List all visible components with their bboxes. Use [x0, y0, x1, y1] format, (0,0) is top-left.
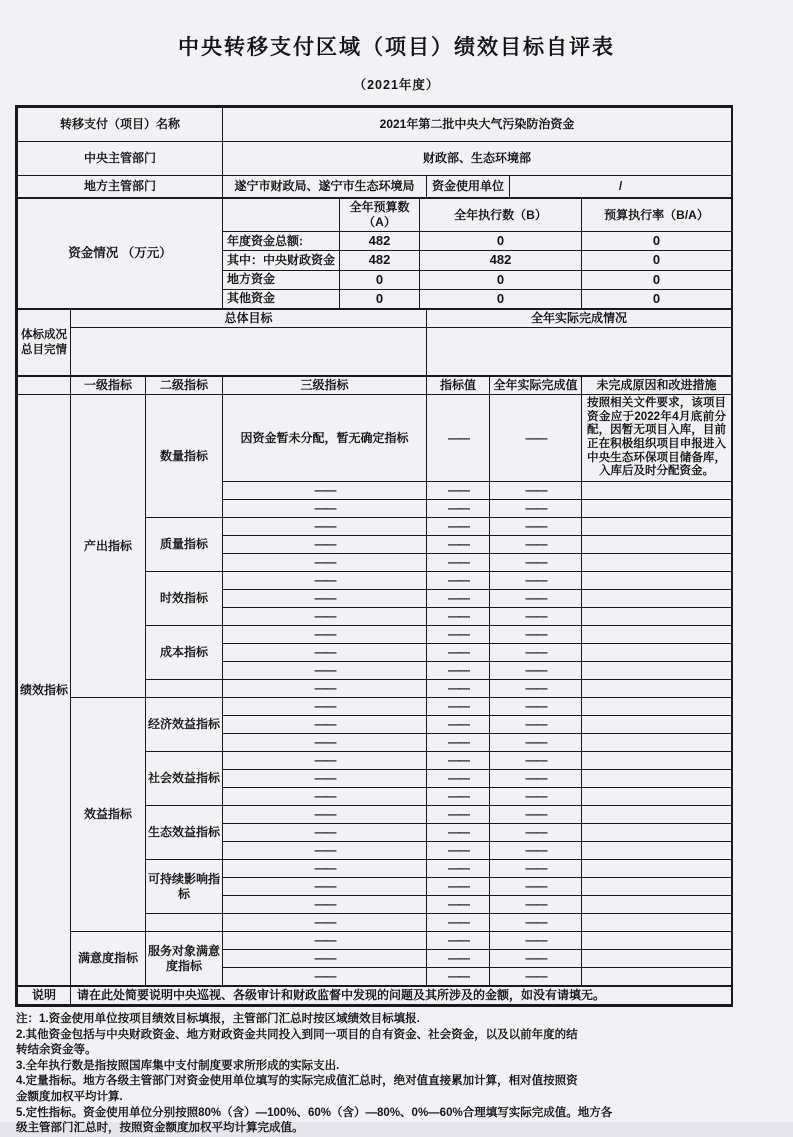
- actual-dash-placeholder: ——: [490, 626, 582, 644]
- level3-dash-placeholder: ——: [223, 644, 427, 662]
- actual-dash-placeholder: ——: [490, 950, 582, 968]
- level2-indicator-label: 质量指标: [146, 518, 223, 572]
- value-dash-placeholder: ——: [427, 968, 490, 986]
- level3-dash-placeholder: ——: [223, 680, 427, 698]
- indicator-row: [18, 395, 732, 482]
- value-dash-placeholder: ——: [427, 914, 490, 932]
- value-dash-placeholder: ——: [427, 950, 490, 968]
- page-title: 中央转移支付区域（项目）绩效目标自评表: [178, 36, 615, 59]
- level2-indicator-label: 生态效益指标: [146, 806, 223, 860]
- level3-indicator-text: 因资金暂未分配，暂无确定指标: [223, 395, 427, 482]
- overall-completion-value: [427, 328, 732, 376]
- value-dash-placeholder: ——: [427, 590, 490, 608]
- level3-dash-placeholder: ——: [223, 698, 427, 716]
- info-row-local-dept: [18, 176, 732, 198]
- level3-dash-placeholder: ——: [223, 500, 427, 518]
- level3-dash-placeholder: ——: [223, 842, 427, 860]
- level3-dash-placeholder: ——: [223, 914, 427, 932]
- reason-empty-cell: [582, 968, 732, 986]
- actual-dash-placeholder: ——: [490, 662, 582, 680]
- level3-dash-placeholder: ——: [223, 806, 427, 824]
- level3-dash-placeholder: ——: [223, 608, 427, 626]
- actual-dash-placeholder: ——: [490, 932, 582, 950]
- funding-header-row: [18, 199, 732, 232]
- level2-indicator-label: 时效指标: [146, 572, 223, 626]
- actual-dash-placeholder: ——: [490, 608, 582, 626]
- funding-row-label: 年度资金总额:: [223, 232, 340, 251]
- level3-dash-placeholder: ——: [223, 662, 427, 680]
- reason-empty-cell: [582, 482, 732, 500]
- value-dash-placeholder: ——: [427, 824, 490, 842]
- value-dash-placeholder: ——: [427, 536, 490, 554]
- actual-dash-placeholder: ——: [490, 500, 582, 518]
- funding-rate-value: 0: [582, 232, 732, 251]
- overall-value-row: [18, 328, 732, 376]
- reason-empty-cell: [582, 752, 732, 770]
- footnote-line: 5.定性指标。资金使用单位分别按照80%（含）—100%、60%（含）—80%、0%—60%合理填写实际完成值。地方各: [16, 1106, 613, 1119]
- value-dash-placeholder: ——: [427, 752, 490, 770]
- indicator-row: [18, 932, 732, 950]
- actual-dash-placeholder: ——: [490, 680, 582, 698]
- funding-budget-value: 0: [340, 289, 420, 308]
- actual-dash-placeholder: ——: [490, 806, 582, 824]
- funding-row-label: 其他资金: [223, 289, 340, 308]
- value-dash-placeholder: ——: [427, 770, 490, 788]
- value-dash-placeholder: ——: [427, 626, 490, 644]
- level2-indicator-empty: [146, 914, 223, 932]
- reason-empty-cell: [582, 698, 732, 716]
- indicator-value: ——: [427, 395, 490, 482]
- funding-budget-value: 482: [340, 232, 420, 251]
- actual-dash-placeholder: ——: [490, 788, 582, 806]
- reason-empty-cell: [582, 500, 732, 518]
- funding-budget-value: 482: [340, 251, 420, 270]
- level1-indicator-label: 产出指标: [71, 395, 146, 698]
- value-dash-placeholder: ——: [427, 932, 490, 950]
- level2-indicator-label: 服务对象满意度指标: [146, 932, 223, 986]
- reason-empty-cell: [582, 572, 732, 590]
- value-dash-placeholder: ——: [427, 500, 490, 518]
- actual-dash-placeholder: ——: [490, 734, 582, 752]
- actual-dash-placeholder: ——: [490, 482, 582, 500]
- value-dash-placeholder: ——: [427, 608, 490, 626]
- reason-empty-cell: [582, 644, 732, 662]
- page-subtitle: （2021年度）: [353, 78, 440, 92]
- level3-dash-placeholder: ——: [223, 896, 427, 914]
- footnote-line: 转结余资金等。: [16, 1044, 97, 1057]
- reason-empty-cell: [582, 734, 732, 752]
- fund-user-label: 资金使用单位: [427, 176, 510, 198]
- overall-side-line2: 总目完情: [21, 343, 67, 356]
- level3-dash-placeholder: ——: [223, 590, 427, 608]
- info-row-project-name: [18, 108, 732, 142]
- overall-goal-value: [71, 328, 427, 376]
- funding-rate-value: 0: [582, 251, 732, 270]
- indicator-row: [18, 698, 732, 716]
- reason-empty-cell: [582, 554, 732, 572]
- level2-indicator-label: 成本指标: [146, 626, 223, 680]
- level1-indicator-label: 满意度指标: [71, 932, 146, 986]
- funding-section-label: 资金情况 （万元）: [18, 199, 223, 309]
- indicators-corner-empty: [18, 377, 71, 395]
- reason-empty-cell: [582, 842, 732, 860]
- remark-label: 说明: [18, 987, 71, 1005]
- value-dash-placeholder: ——: [427, 554, 490, 572]
- central-dept-label: 中央主管部门: [18, 142, 223, 176]
- funding-sublabel-header-empty: [223, 199, 340, 232]
- level3-dash-placeholder: ——: [223, 824, 427, 842]
- reason-empty-cell: [582, 536, 732, 554]
- value-dash-placeholder: ——: [427, 482, 490, 500]
- actual-dash-placeholder: ——: [490, 878, 582, 896]
- funding-rate-value: 0: [582, 270, 732, 289]
- actual-dash-placeholder: ——: [490, 860, 582, 878]
- reason-empty-cell: [582, 788, 732, 806]
- funding-row-label: 地方资金: [223, 270, 340, 289]
- header-reason: 未完成原因和改进措施: [582, 377, 732, 395]
- funding-header-budget: 全年预算数（A）: [340, 199, 420, 232]
- overall-side-label: [18, 310, 71, 376]
- footnote-line: 3.全年执行数是指按照国库集中支付制度要求所形成的实际支出.: [16, 1059, 340, 1072]
- overall-header-row: [18, 310, 732, 328]
- value-dash-placeholder: ——: [427, 878, 490, 896]
- level3-dash-placeholder: ——: [223, 932, 427, 950]
- indicator-actual-value: ——: [490, 395, 582, 482]
- remark-row: [18, 987, 732, 1005]
- actual-dash-placeholder: ——: [490, 518, 582, 536]
- indicators-table: [17, 376, 732, 986]
- info-row-central-dept: [18, 142, 732, 176]
- level3-dash-placeholder: ——: [223, 536, 427, 554]
- form-table: [15, 105, 733, 1007]
- actual-dash-placeholder: ——: [490, 842, 582, 860]
- remark-table: [17, 986, 732, 1005]
- value-dash-placeholder: ——: [427, 662, 490, 680]
- level2-indicator-label: 可持续影响指标: [146, 860, 223, 914]
- level3-dash-placeholder: ——: [223, 968, 427, 986]
- actual-dash-placeholder: ——: [490, 554, 582, 572]
- funding-rate-value: 0: [582, 289, 732, 308]
- reason-empty-cell: [582, 662, 732, 680]
- project-name-label: 转移支付（项目）名称: [18, 108, 223, 142]
- level2-indicator-label: 数量指标: [146, 395, 223, 518]
- header-level3: 三级指标: [223, 377, 427, 395]
- footnotes: [16, 1012, 746, 1137]
- footnote-line: 级主管部门汇总时，按照资金额度加权平均计算完成值。: [16, 1122, 304, 1135]
- project-name-value: 2021年第二批中央大气污染防治资金: [223, 108, 732, 142]
- actual-dash-placeholder: ——: [490, 770, 582, 788]
- footnote-line: 4.定量指标。地方各级主管部门对资金使用单位填写的实际完成值汇总时，绝对值直接累加计算，相对值按照资: [16, 1075, 578, 1088]
- reason-empty-cell: [582, 770, 732, 788]
- footnote-line: 2.其他资金包括与中央财政资金、地方财政资金共同投入到同一项目的自有资金、社会资金，以及以前年度的结: [16, 1028, 578, 1041]
- level3-dash-placeholder: ——: [223, 554, 427, 572]
- funding-executed-value: 0: [420, 289, 582, 308]
- actual-dash-placeholder: ——: [490, 896, 582, 914]
- funding-budget-value: 0: [340, 270, 420, 289]
- reason-empty-cell: [582, 878, 732, 896]
- level3-dash-placeholder: ——: [223, 770, 427, 788]
- level3-dash-placeholder: ——: [223, 482, 427, 500]
- header-level2: 二级指标: [146, 377, 223, 395]
- level3-dash-placeholder: ——: [223, 572, 427, 590]
- funding-header-executed: 全年执行数（B）: [420, 199, 582, 232]
- funding-executed-value: 482: [420, 251, 582, 270]
- footnote-line: 金额度加权平均计算.: [16, 1090, 123, 1103]
- value-dash-placeholder: ——: [427, 896, 490, 914]
- indicators-header-row: [18, 377, 732, 395]
- funding-executed-value: 0: [420, 270, 582, 289]
- overall-goal-header: 总体目标: [71, 310, 427, 328]
- indicators-body: [18, 395, 732, 986]
- actual-dash-placeholder: ——: [490, 968, 582, 986]
- actual-dash-placeholder: ——: [490, 698, 582, 716]
- level3-dash-placeholder: ——: [223, 878, 427, 896]
- overall-completion-header: 全年实际完成情况: [427, 310, 732, 328]
- level1-indicator-label: 效益指标: [71, 698, 146, 932]
- level2-indicator-label: 社会效益指标: [146, 752, 223, 806]
- funding-table: [17, 198, 732, 309]
- reason-empty-cell: [582, 932, 732, 950]
- actual-dash-placeholder: ——: [490, 536, 582, 554]
- reason-empty-cell: [582, 806, 732, 824]
- value-dash-placeholder: ——: [427, 572, 490, 590]
- level2-indicator-label: 经济效益指标: [146, 698, 223, 752]
- actual-dash-placeholder: ——: [490, 590, 582, 608]
- value-dash-placeholder: ——: [427, 860, 490, 878]
- reason-empty-cell: [582, 860, 732, 878]
- level3-dash-placeholder: ——: [223, 860, 427, 878]
- performance-indicators-side-label: 绩效指标: [18, 395, 71, 986]
- level3-dash-placeholder: ——: [223, 752, 427, 770]
- central-dept-value: 财政部、生态环境部: [223, 142, 732, 176]
- actual-dash-placeholder: ——: [490, 644, 582, 662]
- reason-empty-cell: [582, 896, 732, 914]
- actual-dash-placeholder: ——: [490, 716, 582, 734]
- fund-user-value: /: [510, 176, 732, 198]
- reason-empty-cell: [582, 626, 732, 644]
- reason-empty-cell: [582, 590, 732, 608]
- level3-dash-placeholder: ——: [223, 518, 427, 536]
- reason-empty-cell: [582, 716, 732, 734]
- header-value: 指标值: [427, 377, 490, 395]
- local-dept-label: 地方主管部门: [18, 176, 223, 198]
- reason-empty-cell: [582, 914, 732, 932]
- uncompleted-reason-text: 按照相关文件要求，该项目资金应于2022年4月底前分配，因暂无项目入库，目前正在积极组织项目申报进入中央生态环保项目储备库，入库后及时分配资金。: [582, 395, 732, 482]
- value-dash-placeholder: ——: [427, 806, 490, 824]
- actual-dash-placeholder: ——: [490, 572, 582, 590]
- remark-text: 请在此处简要说明中央巡视、各级审计和财政监督中发现的问题及其所涉及的金额，如没有请填无。: [71, 987, 732, 1005]
- level3-dash-placeholder: ——: [223, 950, 427, 968]
- level2-indicator-empty: [146, 680, 223, 698]
- actual-dash-placeholder: ——: [490, 824, 582, 842]
- value-dash-placeholder: ——: [427, 680, 490, 698]
- value-dash-placeholder: ——: [427, 518, 490, 536]
- value-dash-placeholder: ——: [427, 842, 490, 860]
- level3-dash-placeholder: ——: [223, 734, 427, 752]
- level3-dash-placeholder: ——: [223, 788, 427, 806]
- funding-header-rate: 预算执行率（B/A）: [582, 199, 732, 232]
- footnote-line: 注：1.资金使用单位按项目绩效目标填报，主管部门汇总时按区域绩效目标填报.: [16, 1013, 420, 1025]
- reason-empty-cell: [582, 608, 732, 626]
- reason-empty-cell: [582, 680, 732, 698]
- reason-empty-cell: [582, 824, 732, 842]
- overall-side-line1: 体标成况: [21, 328, 67, 341]
- local-dept-value: 遂宁市财政局、遂宁市生态环境局: [223, 176, 427, 198]
- header-level1: 一级指标: [71, 377, 146, 395]
- level3-dash-placeholder: ——: [223, 716, 427, 734]
- value-dash-placeholder: ——: [427, 644, 490, 662]
- actual-dash-placeholder: ——: [490, 752, 582, 770]
- funding-executed-value: 0: [420, 232, 582, 251]
- reason-empty-cell: [582, 518, 732, 536]
- value-dash-placeholder: ——: [427, 698, 490, 716]
- level3-dash-placeholder: ——: [223, 626, 427, 644]
- actual-dash-placeholder: ——: [490, 914, 582, 932]
- header-actual: 全年实际完成值: [490, 377, 582, 395]
- info-table: [17, 107, 732, 198]
- value-dash-placeholder: ——: [427, 734, 490, 752]
- funding-row-label: 其中：中央财政资金: [223, 251, 340, 270]
- value-dash-placeholder: ——: [427, 716, 490, 734]
- reason-empty-cell: [582, 950, 732, 968]
- overall-goal-table: [17, 309, 732, 376]
- value-dash-placeholder: ——: [427, 788, 490, 806]
